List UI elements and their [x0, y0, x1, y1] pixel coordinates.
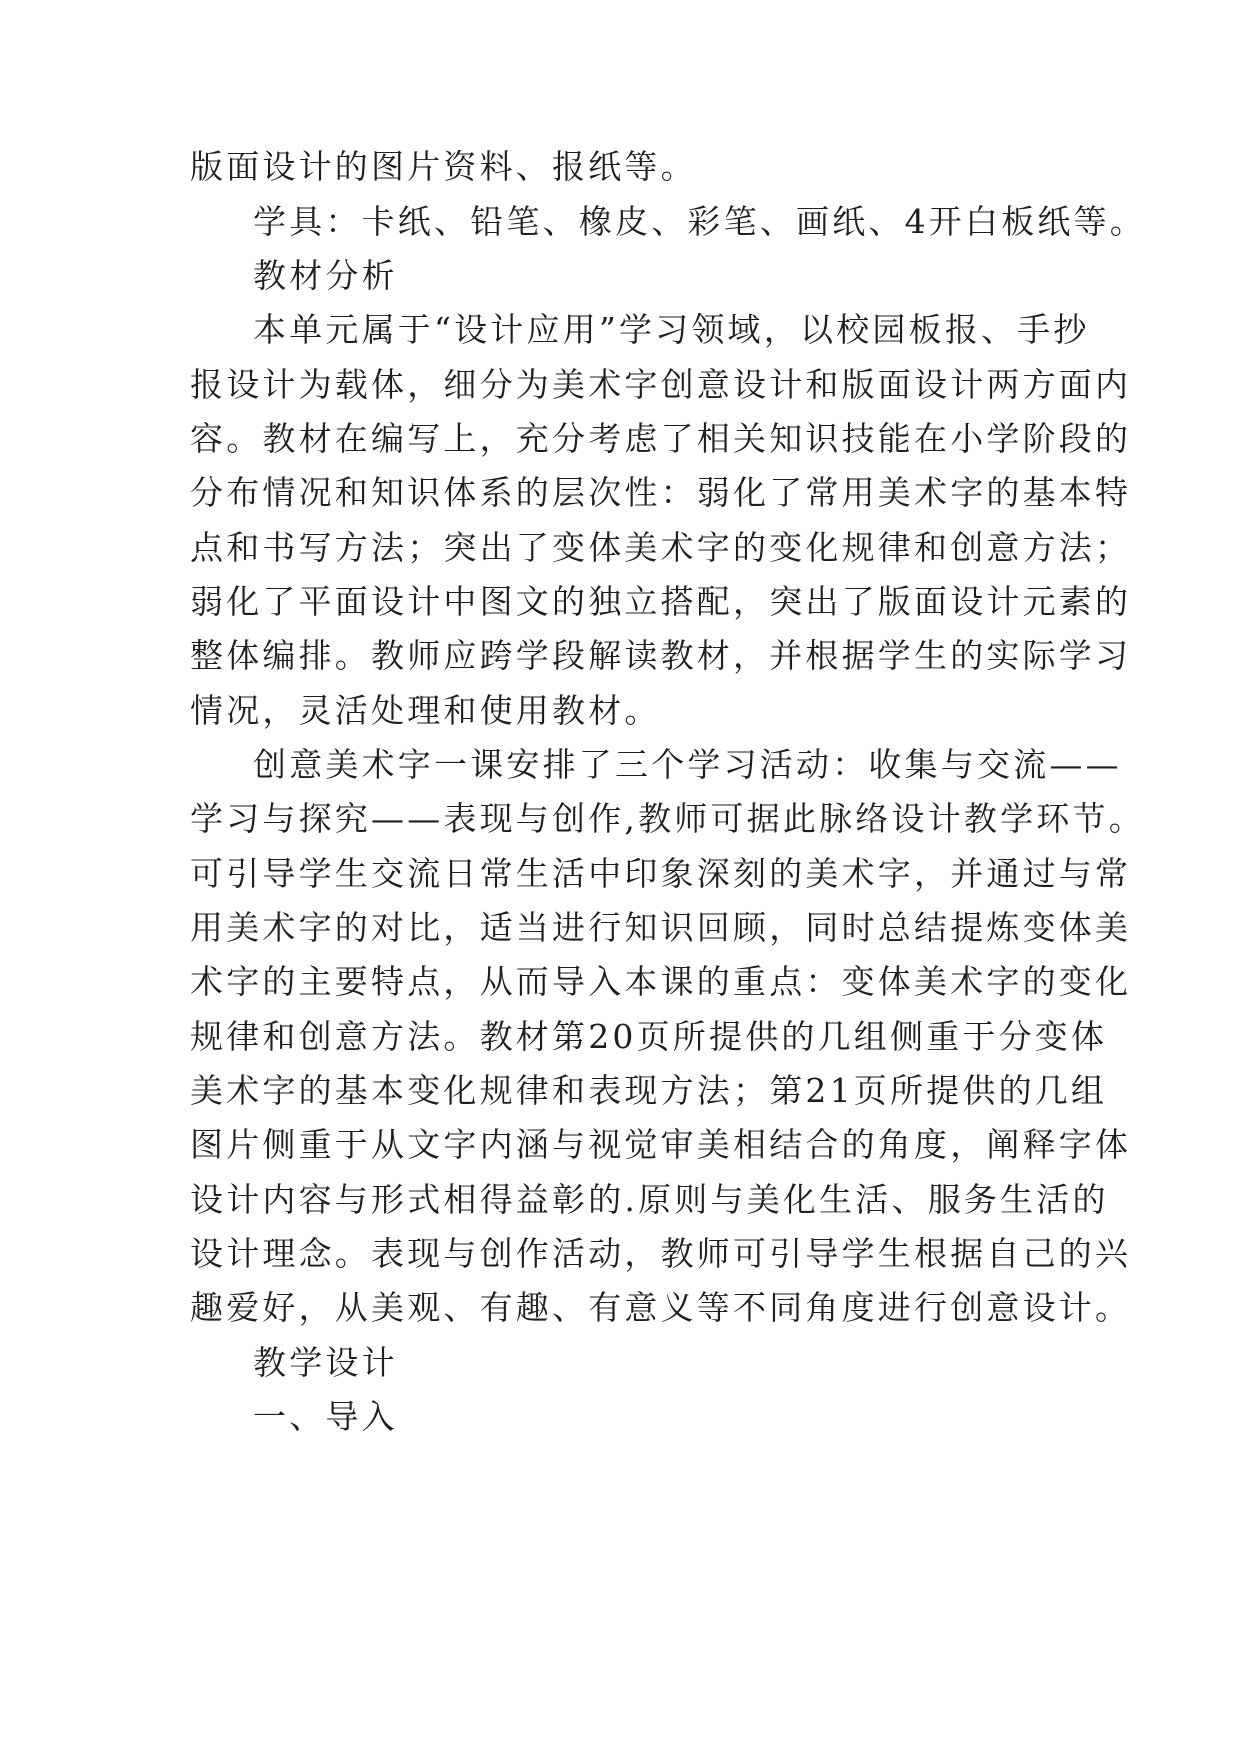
text-line: 学具：卡纸、铅笔、橡皮、彩笔、画纸、4开白板纸等。 [253, 202, 1146, 241]
text-line: 容。教材在编写上，充分考虑了相关知识技能在小学阶段的 [190, 419, 1132, 458]
text-line: 弱化了平面设计中图文的独立搭配，突出了版面设计元素的 [190, 582, 1132, 621]
text-line: 版面设计的图片资料、报纸等。 [190, 147, 697, 186]
text-line: 设计内容与形式相得益彰的.原则与美化生活、服务生活的 [190, 1180, 1109, 1219]
text-line: 图片侧重于从文字内涵与视觉审美相结合的角度，阐释字体 [190, 1125, 1132, 1164]
section-heading: 一、导入 [253, 1397, 398, 1436]
text-line: 用美术字的对比，适当进行知识回顾，同时总结提炼变体美 [190, 908, 1132, 947]
text-line: 学习与探究——表现与创作,教师可据此脉络设计教学环节。 [190, 799, 1145, 838]
text-line: 规律和创意方法。教材第20页所提供的几组侧重于分变体 [190, 1017, 1108, 1056]
text-line: 可引导学生交流日常生活中印象深刻的美术字，并通过与常 [190, 854, 1132, 893]
text-line: 术字的主要特点，从而导入本课的重点：变体美术字的变化 [190, 962, 1132, 1001]
text-line: 美术字的基本变化规律和表现方法；第21页所提供的几组 [190, 1071, 1108, 1110]
section-heading: 教学设计 [253, 1343, 398, 1382]
section-heading: 教材分析 [253, 256, 398, 295]
text-line: 设计理念。表现与创作活动，教师可引导学生根据自己的兴 [190, 1234, 1132, 1273]
text-line: 本单元属于“设计应用”学习领域，以校园板报、手抄 [253, 310, 1090, 349]
text-line: 报设计为载体，细分为美术字创意设计和版面设计两方面内 [190, 365, 1132, 404]
text-line: 情况，灵活处理和使用教材。 [190, 691, 661, 730]
text-line: 点和书写方法；突出了变体美术字的变化规律和创意方法； [190, 528, 1132, 567]
text-line: 分布情况和知识体系的层次性：弱化了常用美术字的基本特 [190, 473, 1132, 512]
text-line: 趣爱好，从美观、有趣、有意义等不同角度进行创意设计。 [190, 1288, 1132, 1327]
text-line: 创意美术字一课安排了三个学习活动：收集与交流—— [253, 745, 1122, 784]
text-line: 整体编排。教师应跨学段解读教材，并根据学生的实际学习 [190, 636, 1132, 675]
